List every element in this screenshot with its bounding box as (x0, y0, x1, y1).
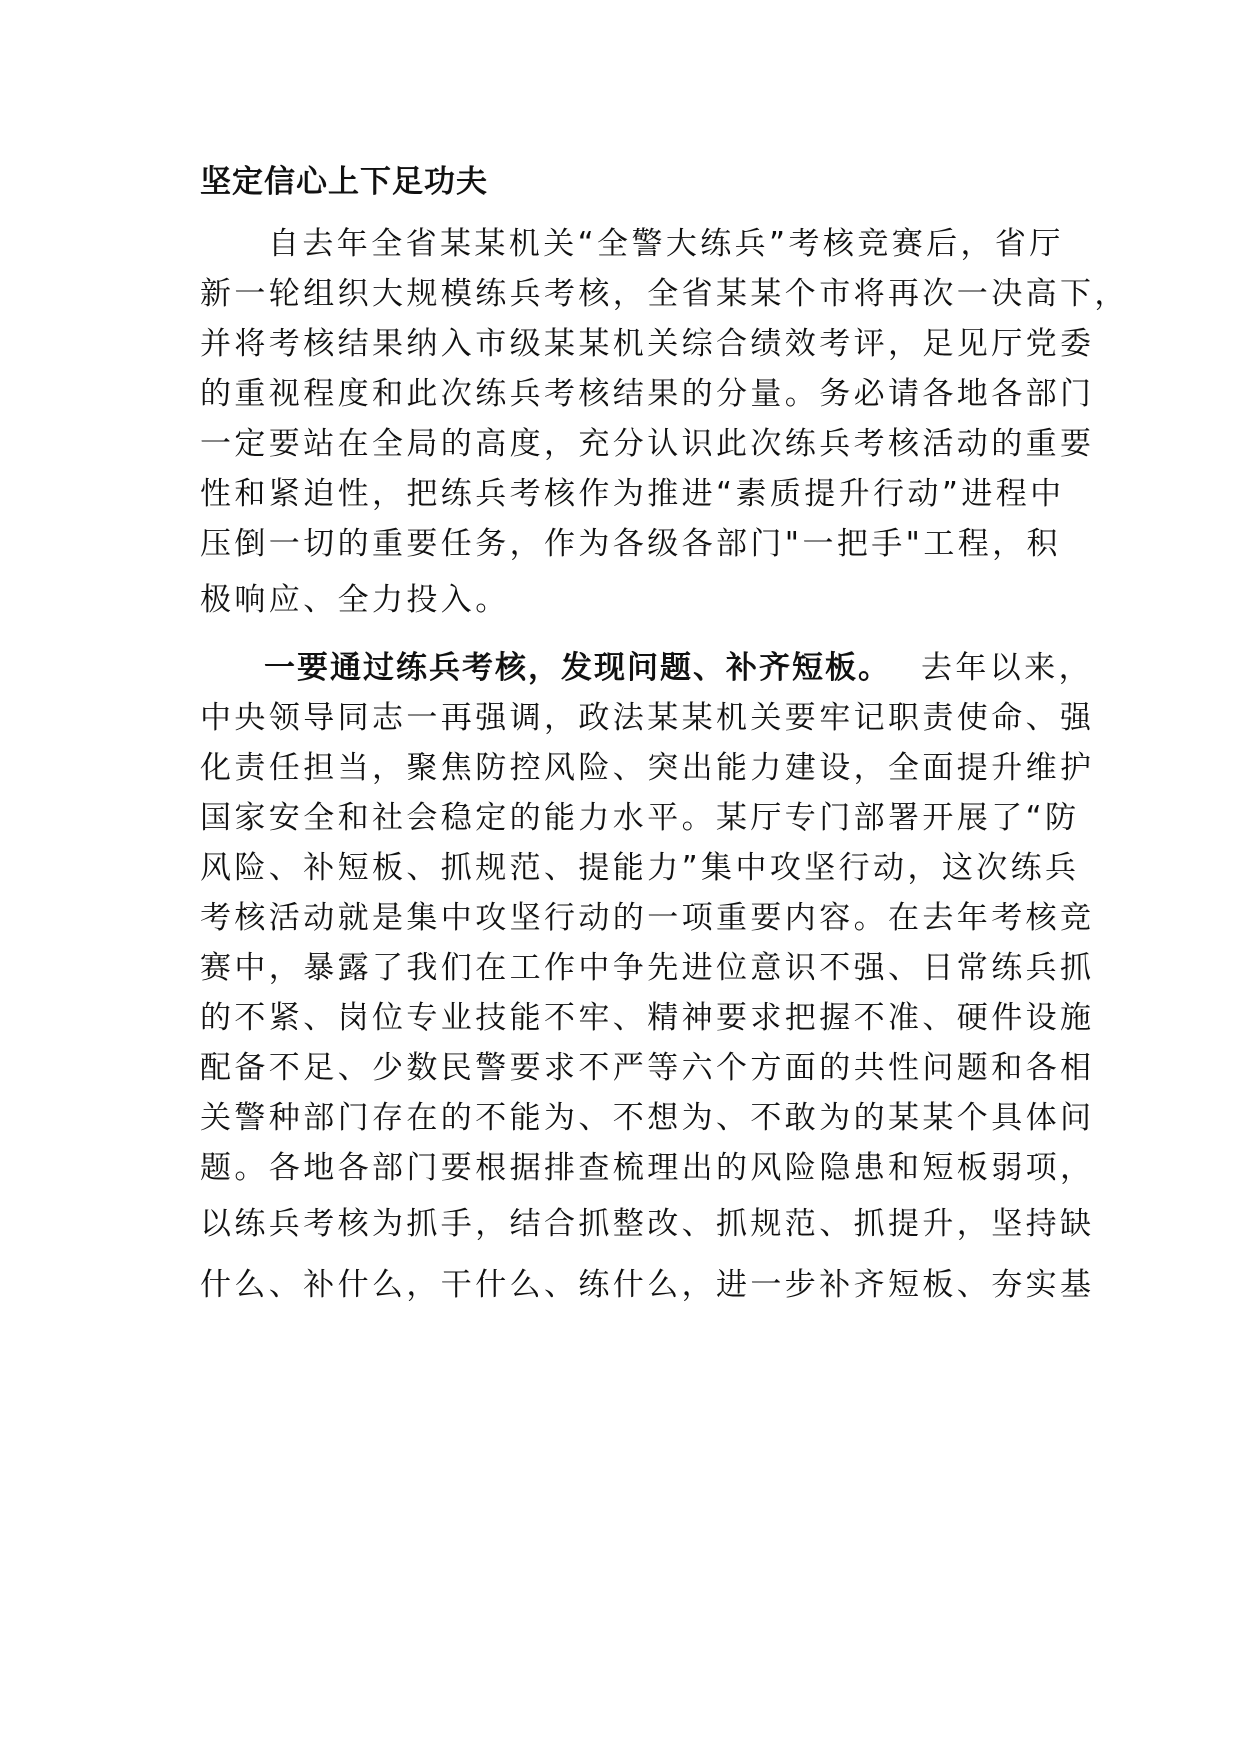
paragraph-lead: 一要通过练兵考核，发现问题、补齐短板。 (264, 650, 891, 686)
paragraph-line: 以练兵考核为抓手，结合抓整改、抓规范、抓提升，坚持缺 (200, 1206, 1095, 1242)
paragraph-line: 什么、补什么，干什么、练什么，进一步补齐短板、夯实基 (200, 1267, 1095, 1303)
paragraph-line: 配备不足、少数民警要求不严等六个方面的共性问题和各相 (200, 1050, 1095, 1086)
paragraph-line: 一定要站在全局的高度，充分认识此次练兵考核活动的重要 (200, 426, 1095, 462)
paragraph-line: 并将考核结果纳入市级某某机关综合绩效考评，足见厅党委 (200, 326, 1095, 362)
paragraph-line: 性和紧迫性，把练兵考核作为推进“素质提升行动”进程中 (200, 476, 1065, 512)
section-heading: 坚定信心上下足功夫 (200, 164, 488, 200)
paragraph-line: 的不紧、岗位专业技能不牢、精神要求把握不准、硬件设施 (200, 1000, 1095, 1036)
paragraph-line: 题。各地各部门要根据排查梳理出的风险隐患和短板弱项， (200, 1150, 1095, 1186)
paragraph-line: 关警种部门存在的不能为、不想为、不敢为的某某个具体问 (200, 1100, 1095, 1136)
paragraph-line: 国家安全和社会稳定的能力水平。某厅专门部署开展了“防 (200, 800, 1080, 836)
paragraph-line: 自去年全省某某机关“全警大练兵”考核竞赛后，省厅 (268, 226, 1064, 262)
paragraph-first-line (264, 644, 1093, 692)
paragraph-line: 赛中，暴露了我们在工作中争先进位意识不强、日常练兵抓 (200, 950, 1095, 986)
paragraph-line: 风险、补短板、抓规范、提能力”集中攻坚行动，这次练兵 (200, 850, 1080, 886)
paragraph-line: 考核活动就是集中攻坚行动的一项重要内容。在去年考核竞 (200, 900, 1095, 936)
paragraph-line: 压倒一切的重要任务，作为各级各部门"一把手"工程，积 (200, 526, 1061, 562)
paragraph-line: 极响应、全力投入。 (200, 582, 510, 618)
paragraph-line: 中央领导同志一再强调，政法某某机关要牢记职责使命、强 (200, 700, 1095, 736)
paragraph-line: 新一轮组织大规模练兵考核，全省某某个市将再次一决高下， (200, 276, 1129, 312)
paragraph-line: 化责任担当，聚焦防控风险、突出能力建设，全面提升维护 (200, 750, 1095, 786)
paragraph-line: 的重视程度和此次练兵考核结果的分量。务必请各地各部门 (200, 376, 1095, 412)
paragraph-line-rest: 去年以来， (921, 650, 1093, 686)
